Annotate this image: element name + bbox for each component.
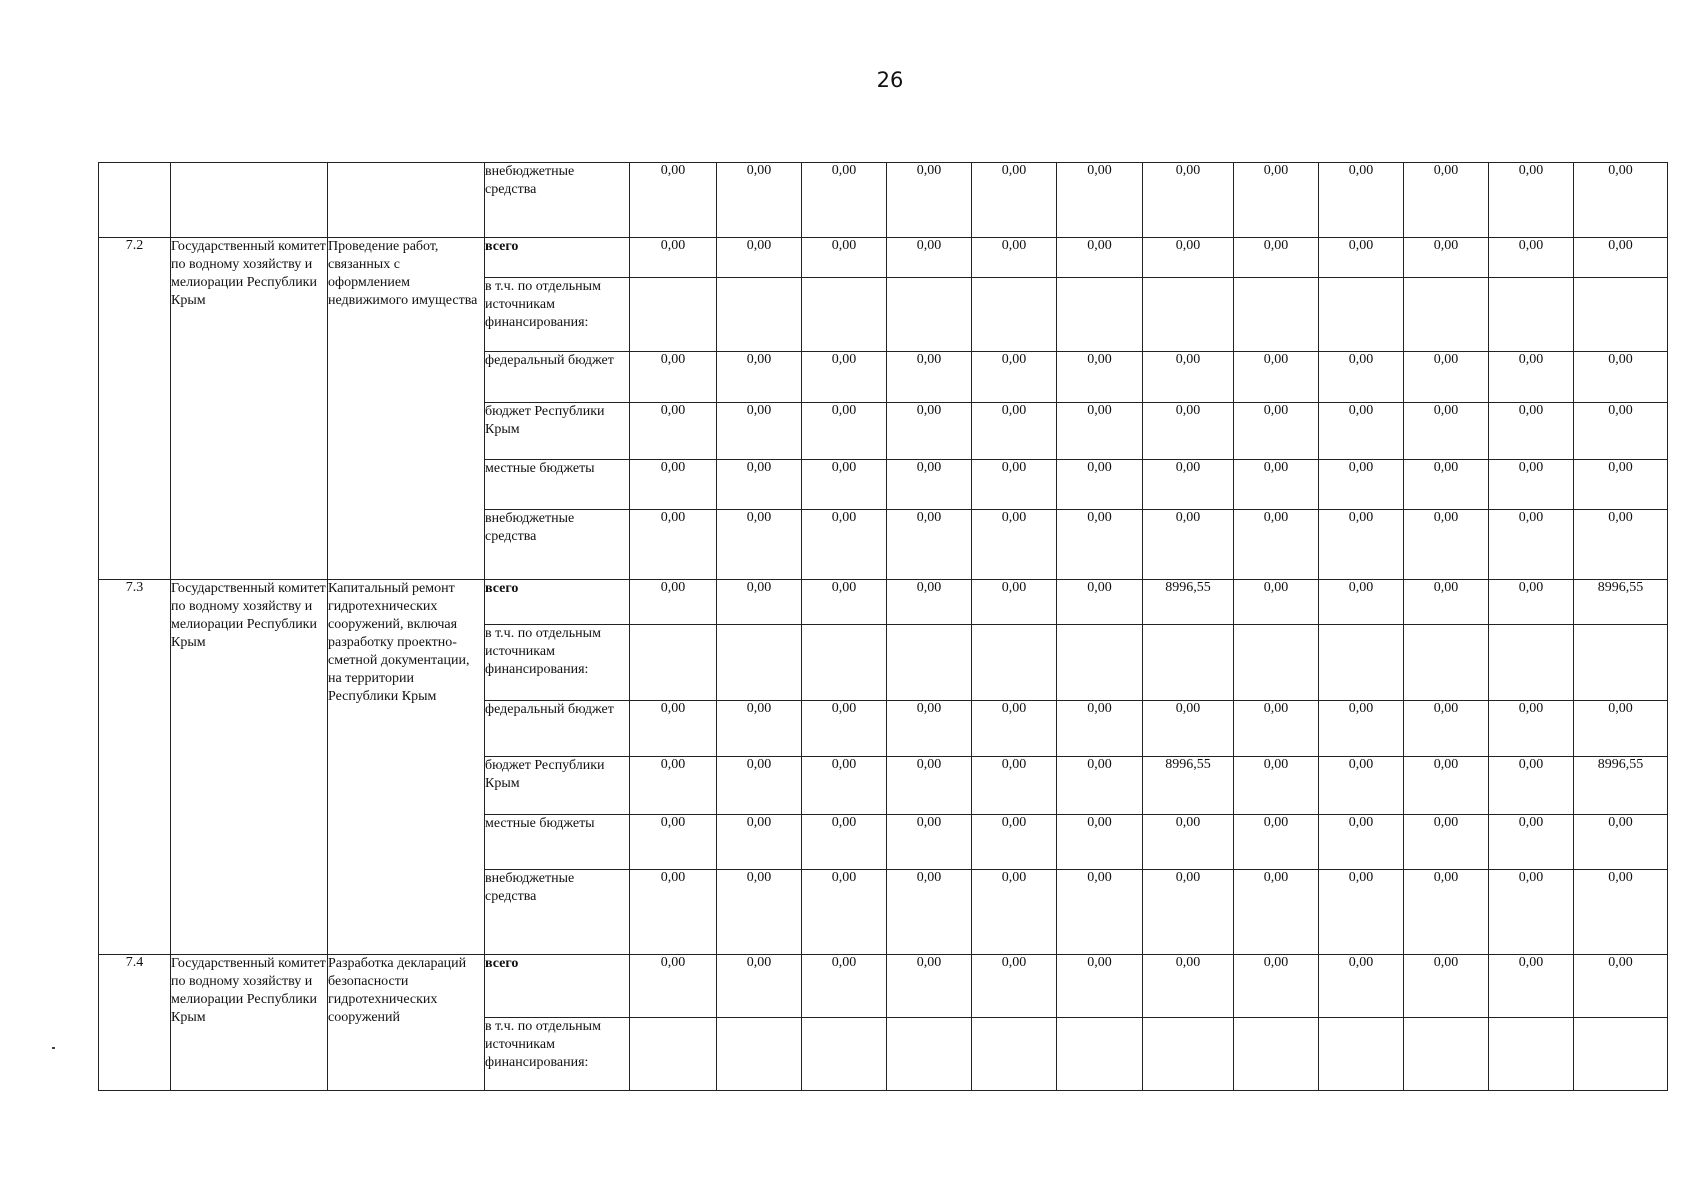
amount-cell: 0,00 <box>717 580 802 625</box>
amount-cell <box>802 278 887 352</box>
amount-cell: 0,00 <box>717 352 802 403</box>
amount-cell: 0,00 <box>1234 757 1319 815</box>
amount-cell: 0,00 <box>802 460 887 510</box>
amount-cell <box>630 625 717 701</box>
amount-cell <box>1143 1018 1234 1091</box>
amount-cell: 0,00 <box>1234 460 1319 510</box>
amount-cell: 0,00 <box>630 352 717 403</box>
amount-cell: 8996,55 <box>1574 580 1668 625</box>
amount-cell: 0,00 <box>887 757 972 815</box>
funding-source-label: в т.ч. по отдельным источникам финансирования: <box>485 1018 630 1091</box>
amount-cell: 0,00 <box>1143 701 1234 757</box>
amount-cell: 0,00 <box>1404 163 1489 238</box>
amount-cell: 0,00 <box>1574 701 1668 757</box>
funding-source-label: местные бюджеты <box>485 460 630 510</box>
amount-cell <box>1319 278 1404 352</box>
amount-cell: 0,00 <box>802 870 887 955</box>
amount-cell: 0,00 <box>1574 163 1668 238</box>
amount-cell: 0,00 <box>972 163 1057 238</box>
amount-cell <box>802 625 887 701</box>
amount-cell: 0,00 <box>1234 238 1319 278</box>
responsible-organization <box>171 163 328 238</box>
amount-cell: 0,00 <box>802 352 887 403</box>
funding-source-label: всего <box>485 955 630 1018</box>
amount-cell: 0,00 <box>717 955 802 1018</box>
amount-cell: 0,00 <box>1234 870 1319 955</box>
amount-cell: 0,00 <box>887 238 972 278</box>
amount-cell <box>972 1018 1057 1091</box>
amount-cell <box>1234 1018 1319 1091</box>
amount-cell: 0,00 <box>972 510 1057 580</box>
table-row <box>99 238 1668 278</box>
amount-cell <box>1574 278 1668 352</box>
amount-cell <box>972 625 1057 701</box>
amount-cell: 0,00 <box>1489 460 1574 510</box>
amount-cell: 0,00 <box>972 757 1057 815</box>
amount-cell: 8996,55 <box>1143 757 1234 815</box>
amount-cell: 0,00 <box>1489 870 1574 955</box>
amount-cell: 0,00 <box>630 815 717 870</box>
amount-cell: 0,00 <box>802 163 887 238</box>
amount-cell: 0,00 <box>1489 701 1574 757</box>
amount-cell: 0,00 <box>1404 510 1489 580</box>
table-row <box>99 163 1668 238</box>
funding-source-label: бюджет Республики Крым <box>485 403 630 460</box>
amount-cell <box>1143 278 1234 352</box>
amount-cell: 0,00 <box>1404 460 1489 510</box>
amount-cell: 0,00 <box>1319 757 1404 815</box>
amount-cell: 0,00 <box>1404 815 1489 870</box>
amount-cell <box>1234 625 1319 701</box>
amount-cell: 0,00 <box>1574 510 1668 580</box>
amount-cell <box>887 1018 972 1091</box>
responsible-organization: Государственный комитет по водному хозяйству и мелиорации Республики Крым <box>171 580 328 955</box>
responsible-organization: Государственный комитет по водному хозяйству и мелиорации Республики Крым <box>171 238 328 580</box>
amount-cell: 0,00 <box>630 163 717 238</box>
amount-cell: 0,00 <box>1234 580 1319 625</box>
amount-cell: 0,00 <box>972 955 1057 1018</box>
page-number: 26 <box>876 68 904 92</box>
table-row <box>99 580 1668 625</box>
amount-cell: 0,00 <box>630 238 717 278</box>
amount-cell: 0,00 <box>1404 757 1489 815</box>
amount-cell: 0,00 <box>1057 580 1143 625</box>
amount-cell: 0,00 <box>1234 163 1319 238</box>
budget-table <box>98 162 1668 1091</box>
amount-cell: 0,00 <box>1574 403 1668 460</box>
item-code: 7.3 <box>99 580 171 955</box>
funding-source-label: в т.ч. по отдельным источникам финансирования: <box>485 278 630 352</box>
amount-cell: 0,00 <box>887 815 972 870</box>
amount-cell: 0,00 <box>630 955 717 1018</box>
amount-cell: 0,00 <box>1143 403 1234 460</box>
funding-source-label: всего <box>485 580 630 625</box>
amount-cell <box>1404 1018 1489 1091</box>
amount-cell <box>1404 278 1489 352</box>
amount-cell: 0,00 <box>1319 815 1404 870</box>
amount-cell: 0,00 <box>1057 352 1143 403</box>
amount-cell <box>630 278 717 352</box>
funding-source-label: внебюджетные средства <box>485 870 630 955</box>
amount-cell: 0,00 <box>1057 955 1143 1018</box>
amount-cell: 0,00 <box>1404 701 1489 757</box>
amount-cell <box>1574 1018 1668 1091</box>
amount-cell <box>1319 625 1404 701</box>
amount-cell: 0,00 <box>1319 403 1404 460</box>
amount-cell: 8996,55 <box>1574 757 1668 815</box>
amount-cell: 0,00 <box>1319 701 1404 757</box>
amount-cell: 0,00 <box>1404 352 1489 403</box>
amount-cell: 0,00 <box>802 757 887 815</box>
amount-cell <box>717 625 802 701</box>
amount-cell: 0,00 <box>1143 870 1234 955</box>
amount-cell <box>1489 1018 1574 1091</box>
amount-cell: 0,00 <box>717 403 802 460</box>
amount-cell: 0,00 <box>1489 757 1574 815</box>
amount-cell: 0,00 <box>972 352 1057 403</box>
amount-cell <box>1143 625 1234 701</box>
amount-cell: 0,00 <box>1143 238 1234 278</box>
activity-description: Разработка деклараций безопасности гидротехнических сооружений <box>328 955 485 1091</box>
funding-source-label: внебюджетные средства <box>485 510 630 580</box>
activity-description: Проведение работ, связанных с оформлением недвижимого имущества <box>328 238 485 580</box>
amount-cell: 0,00 <box>802 701 887 757</box>
responsible-organization: Государственный комитет по водному хозяйству и мелиорации Республики Крым <box>171 955 328 1091</box>
amount-cell: 0,00 <box>1404 580 1489 625</box>
item-code <box>99 163 171 238</box>
amount-cell <box>887 278 972 352</box>
amount-cell <box>972 278 1057 352</box>
amount-cell: 0,00 <box>1057 510 1143 580</box>
amount-cell <box>717 1018 802 1091</box>
amount-cell <box>1234 278 1319 352</box>
amount-cell: 0,00 <box>1574 955 1668 1018</box>
amount-cell: 0,00 <box>1319 580 1404 625</box>
amount-cell: 0,00 <box>1057 238 1143 278</box>
amount-cell: 0,00 <box>630 701 717 757</box>
activity-description: Капитальный ремонт гидротехнических сооружений, включая разработку проектно-сметной документации, на территории Республики Крым <box>328 580 485 955</box>
amount-cell: 0,00 <box>717 238 802 278</box>
amount-cell: 0,00 <box>1057 870 1143 955</box>
amount-cell <box>887 625 972 701</box>
amount-cell <box>1057 625 1143 701</box>
item-code: 7.2 <box>99 238 171 580</box>
amount-cell: 0,00 <box>1489 510 1574 580</box>
amount-cell <box>717 278 802 352</box>
amount-cell <box>1404 625 1489 701</box>
amount-cell: 0,00 <box>1319 163 1404 238</box>
amount-cell: 0,00 <box>887 163 972 238</box>
amount-cell <box>802 1018 887 1091</box>
amount-cell: 0,00 <box>1489 163 1574 238</box>
amount-cell: 0,00 <box>1489 238 1574 278</box>
amount-cell: 0,00 <box>1057 701 1143 757</box>
amount-cell: 0,00 <box>887 510 972 580</box>
amount-cell: 0,00 <box>972 815 1057 870</box>
amount-cell: 0,00 <box>1057 757 1143 815</box>
amount-cell: 0,00 <box>1319 238 1404 278</box>
amount-cell: 0,00 <box>1574 352 1668 403</box>
funding-source-label: федеральный бюджет <box>485 701 630 757</box>
activity-description <box>328 163 485 238</box>
amount-cell: 0,00 <box>972 238 1057 278</box>
amount-cell: 0,00 <box>1234 701 1319 757</box>
amount-cell: 0,00 <box>717 870 802 955</box>
amount-cell: 0,00 <box>802 580 887 625</box>
amount-cell: 0,00 <box>1057 403 1143 460</box>
amount-cell: 0,00 <box>630 460 717 510</box>
amount-cell: 0,00 <box>1404 870 1489 955</box>
amount-cell: 0,00 <box>630 757 717 815</box>
amount-cell <box>1057 1018 1143 1091</box>
amount-cell: 0,00 <box>630 403 717 460</box>
amount-cell: 0,00 <box>630 510 717 580</box>
amount-cell: 0,00 <box>1234 403 1319 460</box>
amount-cell: 0,00 <box>1404 403 1489 460</box>
amount-cell: 0,00 <box>630 870 717 955</box>
table-row <box>99 955 1668 1018</box>
amount-cell: 0,00 <box>1489 403 1574 460</box>
amount-cell: 0,00 <box>1319 460 1404 510</box>
funding-source-label: местные бюджеты <box>485 815 630 870</box>
item-code: 7.4 <box>99 955 171 1091</box>
amount-cell: 0,00 <box>717 163 802 238</box>
amount-cell: 0,00 <box>1143 510 1234 580</box>
funding-source-label: федеральный бюджет <box>485 352 630 403</box>
amount-cell: 0,00 <box>1234 352 1319 403</box>
amount-cell: 0,00 <box>1404 955 1489 1018</box>
amount-cell: 0,00 <box>972 870 1057 955</box>
amount-cell: 0,00 <box>887 955 972 1018</box>
amount-cell <box>1489 625 1574 701</box>
amount-cell <box>1574 625 1668 701</box>
amount-cell: 0,00 <box>1404 238 1489 278</box>
amount-cell <box>1489 278 1574 352</box>
amount-cell <box>1319 1018 1404 1091</box>
amount-cell: 0,00 <box>1143 955 1234 1018</box>
amount-cell: 0,00 <box>887 701 972 757</box>
amount-cell: 0,00 <box>887 352 972 403</box>
amount-cell: 0,00 <box>1234 815 1319 870</box>
amount-cell: 0,00 <box>1489 580 1574 625</box>
amount-cell: 0,00 <box>1319 510 1404 580</box>
amount-cell: 0,00 <box>1057 815 1143 870</box>
amount-cell: 0,00 <box>802 815 887 870</box>
funding-source-label: в т.ч. по отдельным источникам финансирования: <box>485 625 630 701</box>
amount-cell: 0,00 <box>972 701 1057 757</box>
amount-cell: 0,00 <box>802 238 887 278</box>
amount-cell: 0,00 <box>630 580 717 625</box>
amount-cell: 0,00 <box>972 460 1057 510</box>
amount-cell: 0,00 <box>717 815 802 870</box>
funding-source-label: бюджет Республики Крым <box>485 757 630 815</box>
funding-source-label: внебюджетные средства <box>485 163 630 238</box>
amount-cell: 0,00 <box>1234 510 1319 580</box>
amount-cell: 0,00 <box>1143 352 1234 403</box>
amount-cell: 0,00 <box>1319 955 1404 1018</box>
amount-cell: 0,00 <box>1489 352 1574 403</box>
amount-cell: 0,00 <box>887 870 972 955</box>
amount-cell: 0,00 <box>1489 815 1574 870</box>
amount-cell: 0,00 <box>1143 460 1234 510</box>
amount-cell: 0,00 <box>887 580 972 625</box>
amount-cell: 0,00 <box>1143 815 1234 870</box>
amount-cell: 0,00 <box>717 757 802 815</box>
amount-cell <box>630 1018 717 1091</box>
amount-cell <box>1057 278 1143 352</box>
amount-cell: 0,00 <box>1319 352 1404 403</box>
amount-cell: 0,00 <box>717 510 802 580</box>
amount-cell: 0,00 <box>1057 460 1143 510</box>
funding-source-label: всего <box>485 238 630 278</box>
amount-cell: 0,00 <box>802 510 887 580</box>
margin-mark <box>52 1047 55 1049</box>
amount-cell: 0,00 <box>1574 870 1668 955</box>
amount-cell: 0,00 <box>1143 163 1234 238</box>
amount-cell: 0,00 <box>802 955 887 1018</box>
amount-cell: 0,00 <box>802 403 887 460</box>
amount-cell: 0,00 <box>1574 238 1668 278</box>
amount-cell: 0,00 <box>1234 955 1319 1018</box>
amount-cell: 8996,55 <box>1143 580 1234 625</box>
amount-cell: 0,00 <box>1489 955 1574 1018</box>
amount-cell: 0,00 <box>1574 815 1668 870</box>
amount-cell: 0,00 <box>972 580 1057 625</box>
amount-cell: 0,00 <box>1574 460 1668 510</box>
amount-cell: 0,00 <box>887 403 972 460</box>
amount-cell: 0,00 <box>1057 163 1143 238</box>
amount-cell: 0,00 <box>1319 870 1404 955</box>
amount-cell: 0,00 <box>717 701 802 757</box>
amount-cell: 0,00 <box>887 460 972 510</box>
amount-cell: 0,00 <box>972 403 1057 460</box>
amount-cell: 0,00 <box>717 460 802 510</box>
